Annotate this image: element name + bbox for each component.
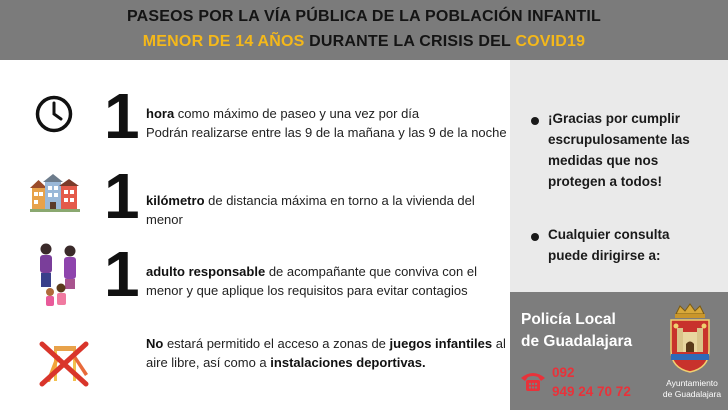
city-council-label — [655, 378, 728, 400]
rule-number-distance: 1 — [104, 160, 140, 232]
phone-short[interactable]: 092 — [552, 365, 575, 380]
prohibition-text: No estará permitido el acceso a zonas de juegos infantiles al aire libre, así como a instalaciones deportivas. — [146, 336, 506, 370]
rule-number-hour: 1 — [104, 80, 140, 152]
phone-long[interactable]: 949 24 70 72 — [552, 384, 631, 399]
ayto-line-2: de Guadalajara — [662, 389, 722, 399]
family-icon — [36, 242, 82, 310]
org-line-2: de Guadalajara — [521, 333, 633, 350]
thanks-message: ¡Gracias por cumplir escrupulosamente las medidas que nos protegen a todos! — [548, 111, 690, 189]
bullet — [531, 233, 539, 241]
phone-icon — [519, 369, 547, 393]
title-line-1: PASEOS POR LA VÍA PÚBLICA DE LA POBLACIÓN INFANTIL — [126, 8, 601, 25]
rule-distance-text: kilómetro de distancia máxima en torno a la vivienda del menor — [146, 193, 475, 227]
title-highlight-age: MENOR DE 14 AÑOS — [142, 33, 305, 50]
rule-number-adult: 1 — [104, 238, 140, 310]
title-middle: DURANTE LA CRISIS DEL — [304, 33, 516, 50]
consult-message: Cualquier consulta puede dirigirse a: — [548, 227, 670, 263]
playground-prohibited-icon — [38, 340, 90, 388]
houses-icon — [30, 172, 80, 212]
clock-icon — [34, 94, 74, 134]
title-line-2 — [0, 33, 728, 51]
rule-hour-text: hora como máximo de paseo y una vez por día Podrán realizarse entre las 9 de la mañana y las 9 de la noche — [146, 106, 507, 140]
title-highlight-covid: COVID19 — [515, 33, 586, 50]
ayto-line-1: Ayuntamiento — [666, 378, 718, 388]
city-crest-icon — [666, 302, 714, 374]
rule-adult-text: adulto responsable de acompañante que conviva con el menor y que aplique los requisitos para evitar contagios — [146, 264, 477, 298]
bullet — [531, 117, 539, 125]
org-line-1: Policía Local — [521, 311, 616, 328]
